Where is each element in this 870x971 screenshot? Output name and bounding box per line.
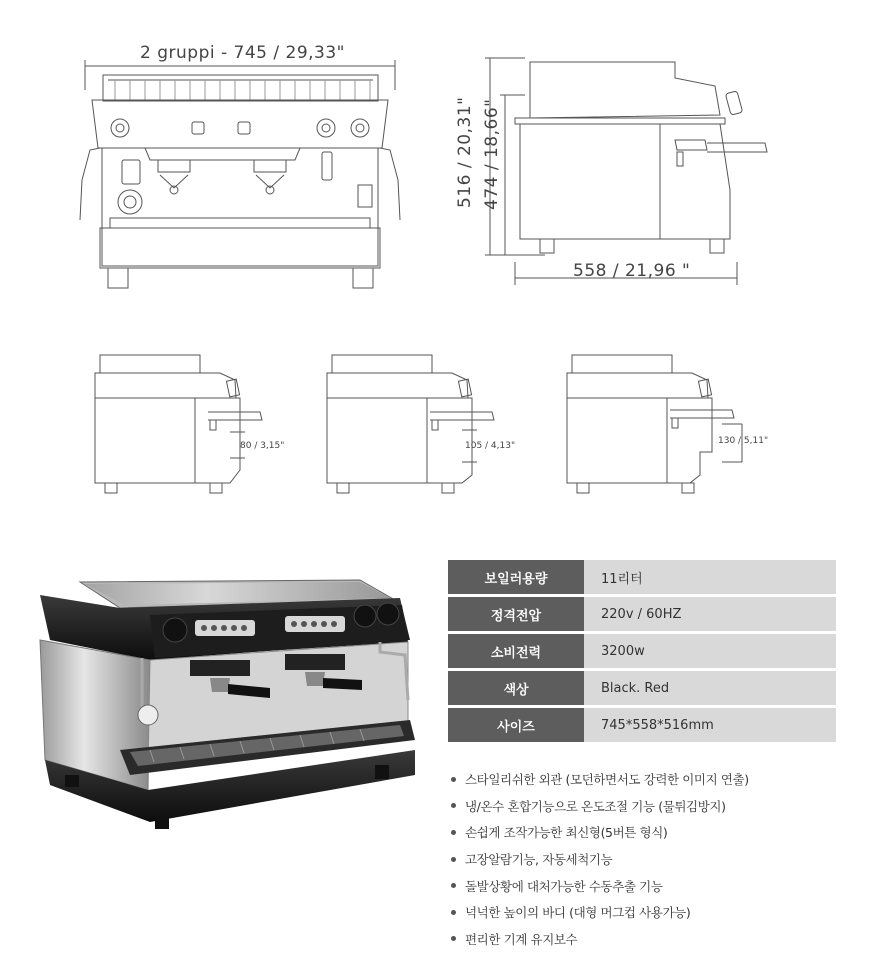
cup-height-label-130: 130 / 5,11" [718,436,769,446]
list-item [448,899,749,926]
spec-value: 3200w [584,633,836,670]
bullet-icon [451,803,456,808]
spec-label: 사이즈 [448,707,584,744]
feature-text: 스타일리쉬한 외관 (모던하면서도 강력한 이미지 연출) [465,772,749,788]
feature-text: 넉넉한 높이의 바디 (대형 머그컵 사용가능) [465,905,691,921]
spec-value: Black. Red [584,670,836,707]
spec-row [448,670,836,707]
feature-text: 손쉽게 조작가능한 최신형(5버튼 형식) [465,825,668,841]
list-item [448,793,749,820]
height-label-inner: 474 / 18,66" [482,98,502,210]
spec-table [448,560,836,745]
list-item [448,766,749,793]
feature-text: 편리한 기계 유지보수 [465,931,578,947]
feature-list [448,766,749,952]
spec-label: 색상 [448,670,584,707]
list-item [448,846,749,873]
side-view-drawing [445,40,775,285]
espresso-machine-photo [30,560,420,840]
spec-value: 11리터 [584,560,836,596]
cup-height-label-105: 105 / 4,13" [465,441,516,451]
list-item [448,819,749,846]
bullet-icon [451,936,456,941]
spec-label: 소비전력 [448,633,584,670]
cup-height-label-80: 80 / 3,15" [240,441,285,451]
spec-row [448,560,836,596]
spec-row [448,707,836,744]
front-view-drawing [70,30,410,295]
front-width-label: 2 gruppi - 745 / 29,33" [140,43,345,63]
spec-label: 정격전압 [448,596,584,633]
cup-height-drawing-105 [322,350,532,495]
feature-text: 돌발상황에 대처가능한 수동추출 기능 [465,878,663,894]
cup-height-drawing-130 [562,350,782,495]
cup-height-drawing-80 [90,350,300,495]
bullet-icon [451,883,456,888]
list-item [448,872,749,899]
spec-label: 보일러용량 [448,560,584,596]
spec-row [448,633,836,670]
height-label-outer: 516 / 20,31" [455,96,475,208]
spec-value: 220v / 60HZ [584,596,836,633]
bullet-icon [451,830,456,835]
bullet-icon [451,910,456,915]
feature-text: 냉/온수 혼합기능으로 온도조절 기능 (물튀김방지) [465,798,726,814]
list-item [448,926,749,953]
bullet-icon [451,777,456,782]
spec-value: 745*558*516mm [584,707,836,744]
feature-text: 고장알람기능, 자동세척기능 [465,852,613,868]
spec-row [448,596,836,633]
bullet-icon [451,857,456,862]
depth-label: 558 / 21,96 " [573,261,691,281]
